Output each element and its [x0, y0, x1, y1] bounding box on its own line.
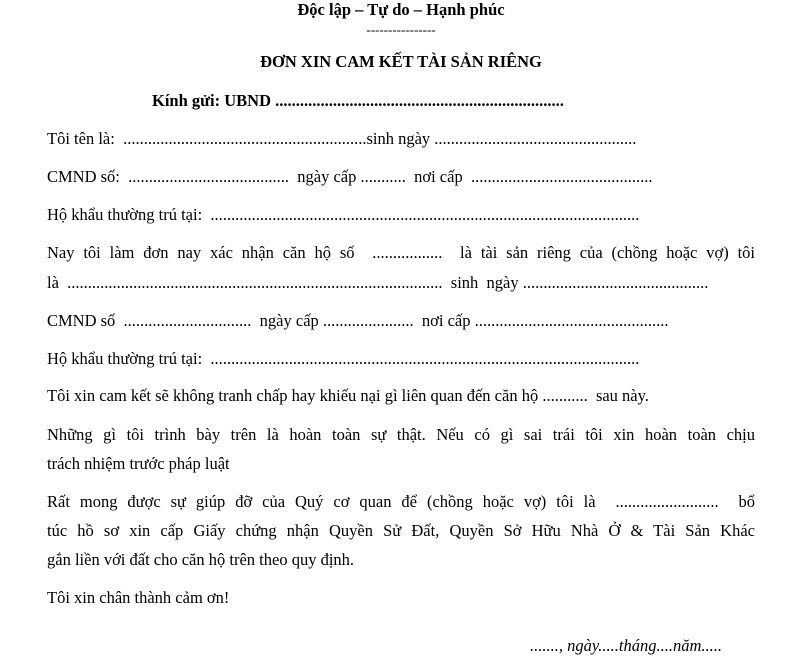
body-line-residence: Hộ khẩu thường trú tại: ........................................................................................................	[47, 205, 640, 224]
document-title: ĐƠN XIN CAM KẾT TÀI SẢN RIÊNG	[260, 52, 542, 71]
body-line-declaration: Nay tôi làm đơn nay xác nhận căn hộ số ................. là tài sản riêng của (chồng hoặc vợ) tôi	[47, 243, 755, 262]
body-line-certificate: túc hồ sơ xin cấp Giấy chứng nhận Quyền Sử Đất, Quyền Sở Hữu Nhà Ở & Tài Sản Khác	[47, 521, 755, 540]
national-motto: Độc lập – Tự do – Hạnh phúc	[297, 0, 505, 19]
body-line-request: Rất mong được sự giúp đỡ của Quý cơ quan để (chồng hoặc vợ) tôi là ......................... bổ	[47, 492, 755, 511]
body-line-spouse-id: CMND số ............................... ngày cấp ...................... nơi cấp ...............................................	[47, 311, 669, 330]
body-line-spouse: là ........................................................................................... sinh ngày .............................................	[47, 273, 709, 292]
body-line-thanks: Tôi xin chân thành cảm ơn!	[47, 588, 230, 607]
body-line-id: CMND số: ....................................... ngày cấp ........... nơi cấp ............................................	[47, 167, 653, 186]
date-line: ......., ngày.....tháng....năm.....	[530, 636, 723, 655]
motto-divider: ----------------	[366, 22, 436, 37]
body-line-commitment: Tôi xin cam kết sẽ không tranh chấp hay khiếu nại gì liên quan đến căn hộ ........... sau này.	[47, 386, 649, 405]
body-line-land: gắn liền với đất cho căn hộ trên theo quy định.	[47, 550, 355, 569]
body-line-name: Tôi tên là: ...........................................................sinh ngày .................................................	[47, 129, 637, 148]
body-line-responsibility: trách nhiệm trước pháp luật	[47, 454, 230, 473]
body-line-truth: Những gì tôi trình bày trên là hoàn toàn sự thật. Nếu có gì sai trái tôi xin hoàn toàn chịu	[47, 425, 755, 444]
recipient-line: Kính gửi: UBND ......................................................................	[152, 91, 564, 110]
body-line-spouse-residence: Hộ khẩu thường trú tại: ........................................................................................................	[47, 349, 640, 368]
